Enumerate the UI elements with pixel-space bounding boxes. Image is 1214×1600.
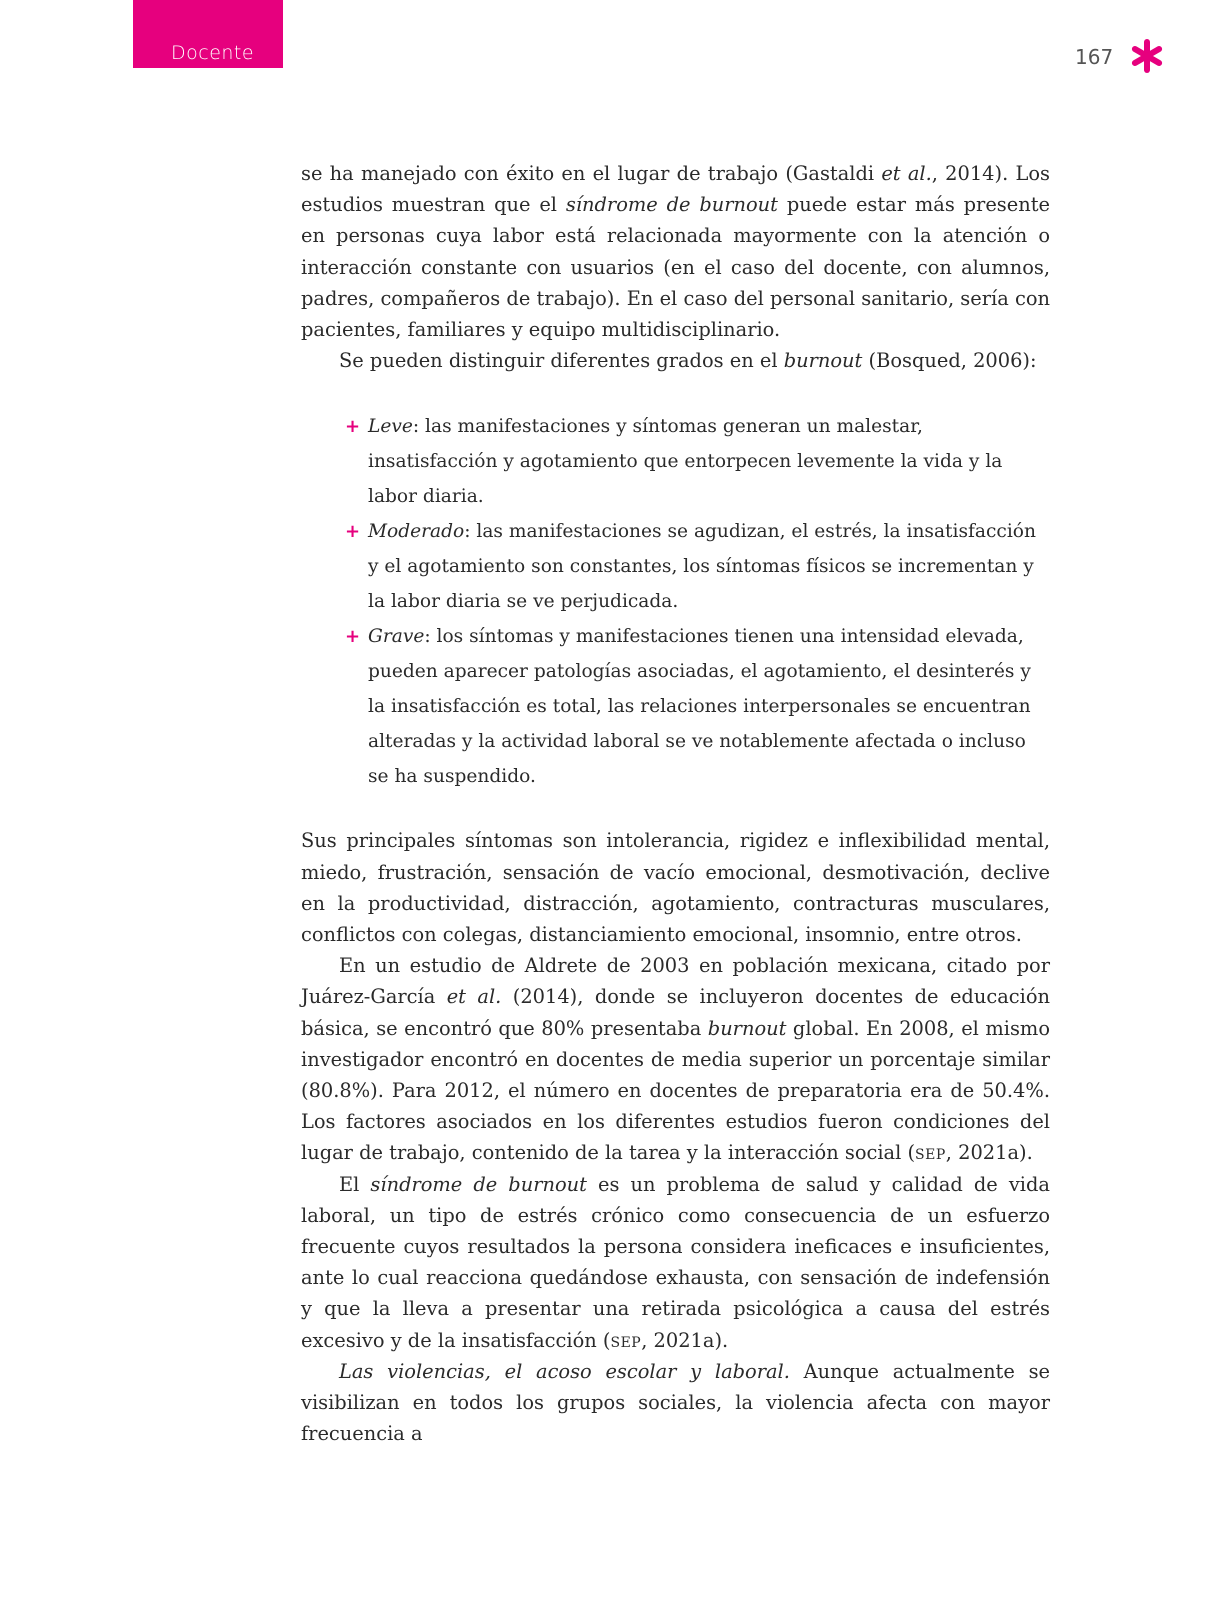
list-term: Grave (368, 626, 425, 648)
text-run: se ha manejado con éxito en el lugar de trabajo (Gastaldi (301, 162, 882, 185)
list-text: : las manifestaciones y síntomas generan un malestar, insatisfacción y agotamiento que entorpecen levemente la vida y la labor diaria. (368, 416, 1003, 508)
text-run: Aunque actualmente se visibilizan en todos los grupos sociales, la violencia afecta con mayor frecuencia a (301, 1359, 1050, 1446)
burnout-grades-list (301, 409, 1050, 794)
paragraph-4 (301, 950, 1050, 1168)
text-run: es un problema de salud y calidad de vida laboral, un tipo de estrés crónico como consecuencia de un esfuerzo frecuente cuyos resultados la persona considera ineficaces e insuficientes, ante lo cual reacciona quedándose exhausta, con sensación de indefensión y que la lleva a presentar una retirada psicológica a causa del estrés excesivo y de la insatisfacción ( (301, 1172, 1050, 1352)
paragraph-5 (301, 1169, 1050, 1356)
page-number: 167 (1075, 45, 1114, 69)
italic-run: et al. (446, 985, 502, 1009)
list-item (345, 409, 1050, 514)
section-tab (133, 0, 283, 68)
section-label: Docente (171, 42, 255, 64)
list-text: : las manifestaciones se agudizan, el estrés, la insatisfacción y el agotamiento son constantes, los síntomas físicos se incrementan y la labor diaria se ve perjudicada. (368, 521, 1036, 613)
paragraph-1 (301, 158, 1050, 345)
plus-icon: + (345, 416, 361, 438)
paragraph-3: Sus principales síntomas son intolerancia, rigidez e inflexibilidad mental, miedo, frustración, sensación de vacío emocional, desmotivación, declive en la productividad, distracción, agotamiento, contracturas musculares, conflictos con colegas, distanciamiento emocional, insomnio, entre otros. (301, 829, 1050, 947)
text-run: global. En 2008, el mismo investigador encontró en docentes de media superior un porcentaje similar (80.8%). Para 2012, el número en docentes de preparatoria era de 50.4%. Los factores asociados en los diferentes estudios fueron condiciones del lugar de trabajo, contenido de la tarea y la interacción social ( (301, 1016, 1050, 1165)
text-run: (Bosqued, 2006): (862, 349, 1037, 373)
text-run: Se pueden distinguir diferentes grados en el (339, 349, 784, 373)
text-run: En un estudio de Aldrete de 2003 en población mexicana, citado por Juárez-García (301, 954, 1050, 1009)
plus-icon: + (345, 626, 361, 648)
italic-run: et al. (881, 162, 932, 185)
text-run: puede estar más presente en personas cuya labor está relacionada mayormente con la atención o interacción constante con usuarios (en el caso del docente, con alumnos, padres, compañeros de trabajo). En el caso del personal sanitario, sería con pacientes, familiares y equipo multidisciplinario. (301, 193, 1050, 342)
text-run: (2014), donde se incluyeron docentes de educación básica, se encontró que 80% presentaba (301, 985, 1050, 1040)
list-item (345, 619, 1050, 794)
list-text: : los síntomas y manifestaciones tienen una intensidad elevada, pueden aparecer patologías asociadas, el agotamiento, el desinterés y la insatisfacción es total, las relaciones interpersonales se encuentran alteradas y la actividad laboral se ve notablemente afectada o incluso se ha suspendido. (368, 626, 1031, 788)
text-run: , 2014). Los estudios muestran que el (301, 162, 1050, 217)
plus-icon: + (345, 521, 361, 543)
italic-run: burnout (783, 349, 863, 373)
main-text (301, 158, 1050, 1449)
italic-run: burnout (707, 1016, 787, 1040)
list-item (345, 514, 1050, 619)
asterisk-icon (1129, 38, 1165, 74)
text-run: El (339, 1172, 371, 1196)
paragraph-2 (301, 345, 1050, 376)
italic-run: Las violencias, el acoso escolar y laboral. (339, 1359, 790, 1383)
text-run: , 2021a). (945, 1141, 1033, 1165)
paragraph-6 (301, 1356, 1050, 1450)
text-run: , 2021a). (641, 1328, 729, 1352)
italic-run: síndrome de burnout (565, 193, 778, 217)
list-term: Leve (368, 416, 413, 438)
italic-run: síndrome de burnout (370, 1172, 587, 1196)
smallcaps-run: sep (915, 1141, 946, 1165)
list-term: Moderado (368, 521, 465, 543)
smallcaps-run: sep (610, 1328, 642, 1352)
